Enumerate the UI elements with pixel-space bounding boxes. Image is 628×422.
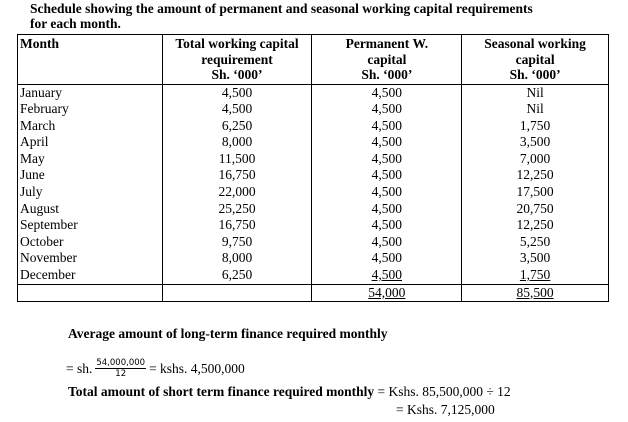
seasonal-total-value: 85,500 <box>516 284 554 300</box>
totals-empty-total <box>162 284 312 302</box>
heading-line-2: for each month. <box>30 16 121 31</box>
header-permanent-line-2: capital <box>367 51 407 67</box>
seasonal-cell: 12,250 <box>516 167 554 183</box>
total-cell: 16,750 <box>218 217 256 233</box>
totals-empty-month <box>18 284 163 302</box>
header-seasonal-line-1: Seasonal working <box>484 36 586 51</box>
month-cell: December <box>20 267 76 283</box>
total-cell: 22,000 <box>218 184 256 200</box>
table-body-row <box>18 84 609 284</box>
month-cell: May <box>20 150 45 166</box>
month-cell: August <box>20 200 60 216</box>
month-cell: March <box>20 117 56 133</box>
seasonal-cell: 5,250 <box>519 233 551 249</box>
total-cell: 16,750 <box>218 167 256 183</box>
permanent-cell: 4,500 <box>371 117 403 133</box>
seasonal-cell: 1,750 <box>519 267 551 283</box>
seasonal-cell: 17,500 <box>516 184 554 200</box>
average-finance-title: Average amount of long-term finance required monthly <box>68 326 388 341</box>
working-capital-table <box>17 34 609 302</box>
total-cell: 9,750 <box>221 233 253 249</box>
permanent-cell: 4,500 <box>371 167 403 183</box>
month-cell: November <box>20 250 77 266</box>
short-term-line <box>68 384 511 400</box>
header-total-line-3: Sh. ‘000’ <box>211 67 263 82</box>
short-term-expression: = Kshs. 85,500,000 ÷ 12 <box>374 384 511 399</box>
seasonal-cell: 3,500 <box>519 134 551 150</box>
month-cell: October <box>20 233 64 249</box>
month-cell: April <box>20 134 49 150</box>
average-prefix: = sh. <box>66 360 93 376</box>
permanent-cell: 4,500 <box>371 267 403 283</box>
average-result: = kshs. 4,500,000 <box>149 360 245 376</box>
average-equation <box>66 358 245 379</box>
total-cell: 8,000 <box>221 250 253 266</box>
permanent-cell: 4,500 <box>371 84 403 100</box>
total-cell: 4,500 <box>221 101 253 117</box>
header-total-line-2: requirement <box>201 51 273 67</box>
permanent-cell: 4,500 <box>371 101 403 117</box>
permanent-cell: 4,500 <box>371 150 403 166</box>
month-column <box>18 84 163 284</box>
permanent-total <box>312 284 462 302</box>
total-cell: 8,000 <box>221 134 253 150</box>
seasonal-column <box>462 84 609 284</box>
header-permanent-line-1: Permanent W. <box>345 36 429 51</box>
permanent-cell: 4,500 <box>371 217 403 233</box>
permanent-total-value: 54,000 <box>368 284 406 300</box>
short-term-label: Total amount of short term finance required monthly <box>68 384 375 399</box>
header-seasonal-line-3: Sh. ‘000’ <box>509 67 561 82</box>
total-cell: 4,500 <box>221 84 253 100</box>
seasonal-cell: 7,000 <box>519 150 551 166</box>
permanent-cell: 4,500 <box>371 250 403 266</box>
table-header-row <box>18 35 609 85</box>
total-cell: 25,250 <box>218 200 256 216</box>
header-seasonal <box>462 35 609 85</box>
month-cell: July <box>20 184 43 200</box>
month-cell: February <box>20 101 69 117</box>
permanent-cell: 4,500 <box>371 184 403 200</box>
header-total-line-1: Total working capital <box>175 36 299 51</box>
seasonal-total <box>462 284 609 302</box>
average-fraction <box>95 358 146 379</box>
total-column <box>162 84 312 284</box>
permanent-cell: 4,500 <box>371 233 403 249</box>
schedule-heading <box>30 1 610 31</box>
header-total <box>162 35 312 85</box>
month-cell: June <box>20 167 45 183</box>
seasonal-cell: 20,750 <box>516 200 554 216</box>
seasonal-cell: Nil <box>526 84 544 100</box>
permanent-cell: 4,500 <box>371 134 403 150</box>
seasonal-cell: 1,750 <box>519 117 551 133</box>
seasonal-cell: 3,500 <box>519 250 551 266</box>
total-cell: 11,500 <box>218 150 256 166</box>
total-cell: 6,250 <box>221 117 253 133</box>
seasonal-cell: 12,250 <box>516 217 554 233</box>
fraction-denominator: 12 <box>115 369 127 379</box>
table-totals-row <box>18 284 609 302</box>
header-permanent-line-3: Sh. ‘000’ <box>361 67 413 82</box>
total-cell: 6,250 <box>221 267 253 283</box>
permanent-column <box>312 84 462 284</box>
heading-line-1: Schedule showing the amount of permanent and seasonal working capital requirements <box>30 1 533 16</box>
header-permanent <box>312 35 462 85</box>
seasonal-cell: Nil <box>526 101 544 117</box>
month-cell: January <box>20 84 62 100</box>
header-seasonal-line-2: capital <box>515 51 555 67</box>
fraction-numerator: 54,000,000 <box>96 358 146 368</box>
permanent-cell: 4,500 <box>371 200 403 216</box>
month-cell: September <box>20 217 78 233</box>
short-term-result: = Kshs. 7,125,000 <box>396 402 495 417</box>
header-month: Month <box>18 35 163 85</box>
